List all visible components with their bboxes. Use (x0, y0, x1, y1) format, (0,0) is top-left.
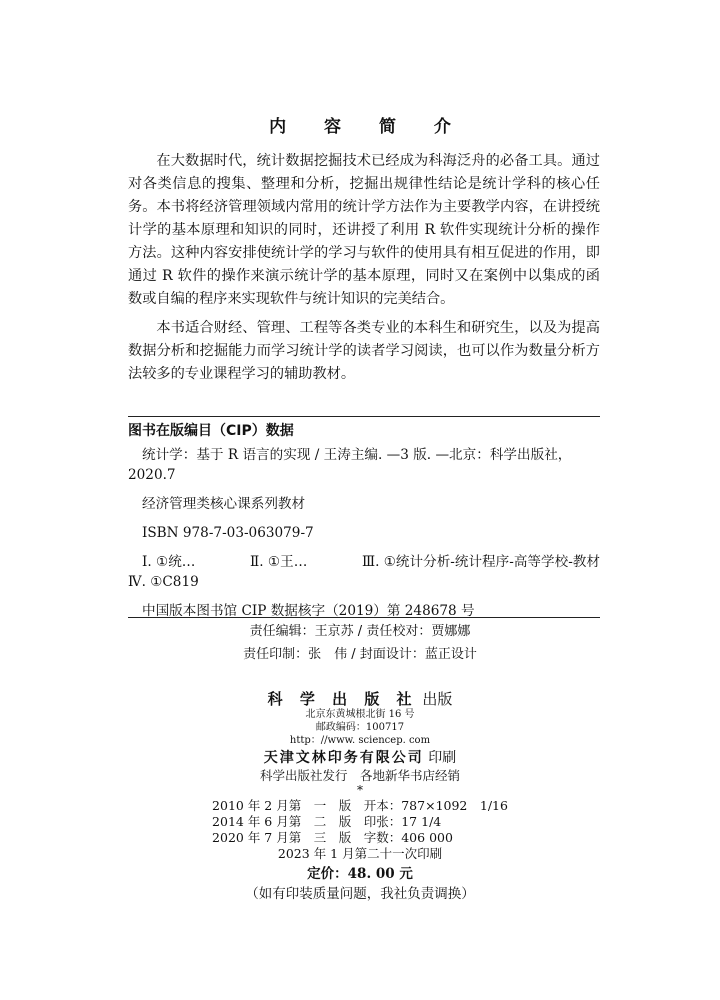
staff-line: 责任编辑：王京苏 / 责任校对：贾娜娜 (249, 624, 471, 639)
cip-bibliographic-entry (128, 445, 600, 485)
cip-class-item: Ⅳ. ①C819 (128, 574, 199, 590)
publisher-postcode: 邮政编码：100717 (315, 722, 405, 733)
cip-heading: 图书在版编目（CIP）数据 (128, 423, 294, 439)
distribution-line: 科学出版社发行 各地新华书店经销 (259, 768, 460, 783)
separator-star: * (357, 783, 363, 797)
cip-core-number: 中国版本图书馆 CIP 数据核字（2019）第 248678 号 (142, 603, 475, 619)
publication-info (0, 690, 720, 904)
price: 定价：48. 00 元 (307, 866, 413, 882)
printer-suffix: 印刷 (428, 750, 457, 766)
publisher-url: http：//www. sciencep. com (289, 735, 431, 746)
cip-record-line: 统计学：基于 R 语言的实现 / 王涛主编. —3 版. —北京：科学出版社， (142, 447, 572, 463)
page-title: 内 容 简 介 (269, 117, 467, 137)
publisher-address: 北京东黄城根北街 16 号 (305, 709, 415, 720)
publisher-suffix: 出版 (422, 690, 453, 708)
intro-paragraph: 在大数据时代，统计数据挖掘技术已经成为科海泛舟的必备工具。通过对各类信息的搜集、整理和分析，挖掘出规律性结论是统计学科的核心任务。本书将经济管理领域内常用的统计学方法作为主要教学内容，在讲授统计学的基本原理和知识的同时，还讲授了利用 R 软件实现统计分析的操作方法。这种内容安排使统计学的学习与软件的使用具有相互促进的作用，即通过 R 软件的操作来演示统计学的基本原理，同时又在案例中以集成的函数或自编的程序来实现软件与统计知识的完美结合。 (128, 153, 600, 307)
cip-class-item: Ⅱ. ①王… (250, 554, 308, 570)
cip-isbn: ISBN 978-7-03-063079-7 (142, 525, 314, 541)
cip-record (128, 445, 600, 621)
quality-note: （如有印装质量问题，我社负责调换） (245, 886, 475, 902)
cip-class-item: Ⅰ. ①统… (142, 554, 196, 570)
staff-line: 责任印制：张 伟 / 封面设计：蓝正设计 (243, 647, 477, 662)
cip-classification (128, 552, 600, 592)
cip-record-line: 2020.7 (128, 467, 176, 483)
staff-credits (0, 620, 720, 666)
printer-name: 天津文林印务有限公司 (263, 750, 424, 766)
edition-line: 2023 年 1 月第二十一次印刷 (277, 846, 443, 861)
edition-line: 2020 年 7 月第 三 版 字数：406 000 (212, 830, 453, 845)
intro-paragraph: 本书适合财经、管理、工程等各类专业的本科生和研究生，以及为提高数据分析和挖掘能力而学习统计学的读者学习阅读，也可以作为数量分析方法较多的专业课程学习的辅助教材。 (128, 320, 600, 382)
intro-section (128, 150, 600, 392)
cip-class-item: Ⅲ. ①统计分析-统计程序-高等学校-教材 (361, 554, 600, 570)
publisher-name: 科 学 出 版 社 (267, 690, 418, 708)
edition-line: 2014 年 6 月第 二 版 印张：17 1/4 (212, 814, 442, 829)
cip-top-divider (128, 416, 600, 417)
cip-series: 经济管理类核心课系列教材 (142, 496, 306, 512)
edition-line: 2010 年 2 月第 一 版 开本：787×1092 1/16 (212, 798, 508, 813)
edition-info (212, 798, 508, 862)
cip-bottom-divider (128, 617, 600, 618)
